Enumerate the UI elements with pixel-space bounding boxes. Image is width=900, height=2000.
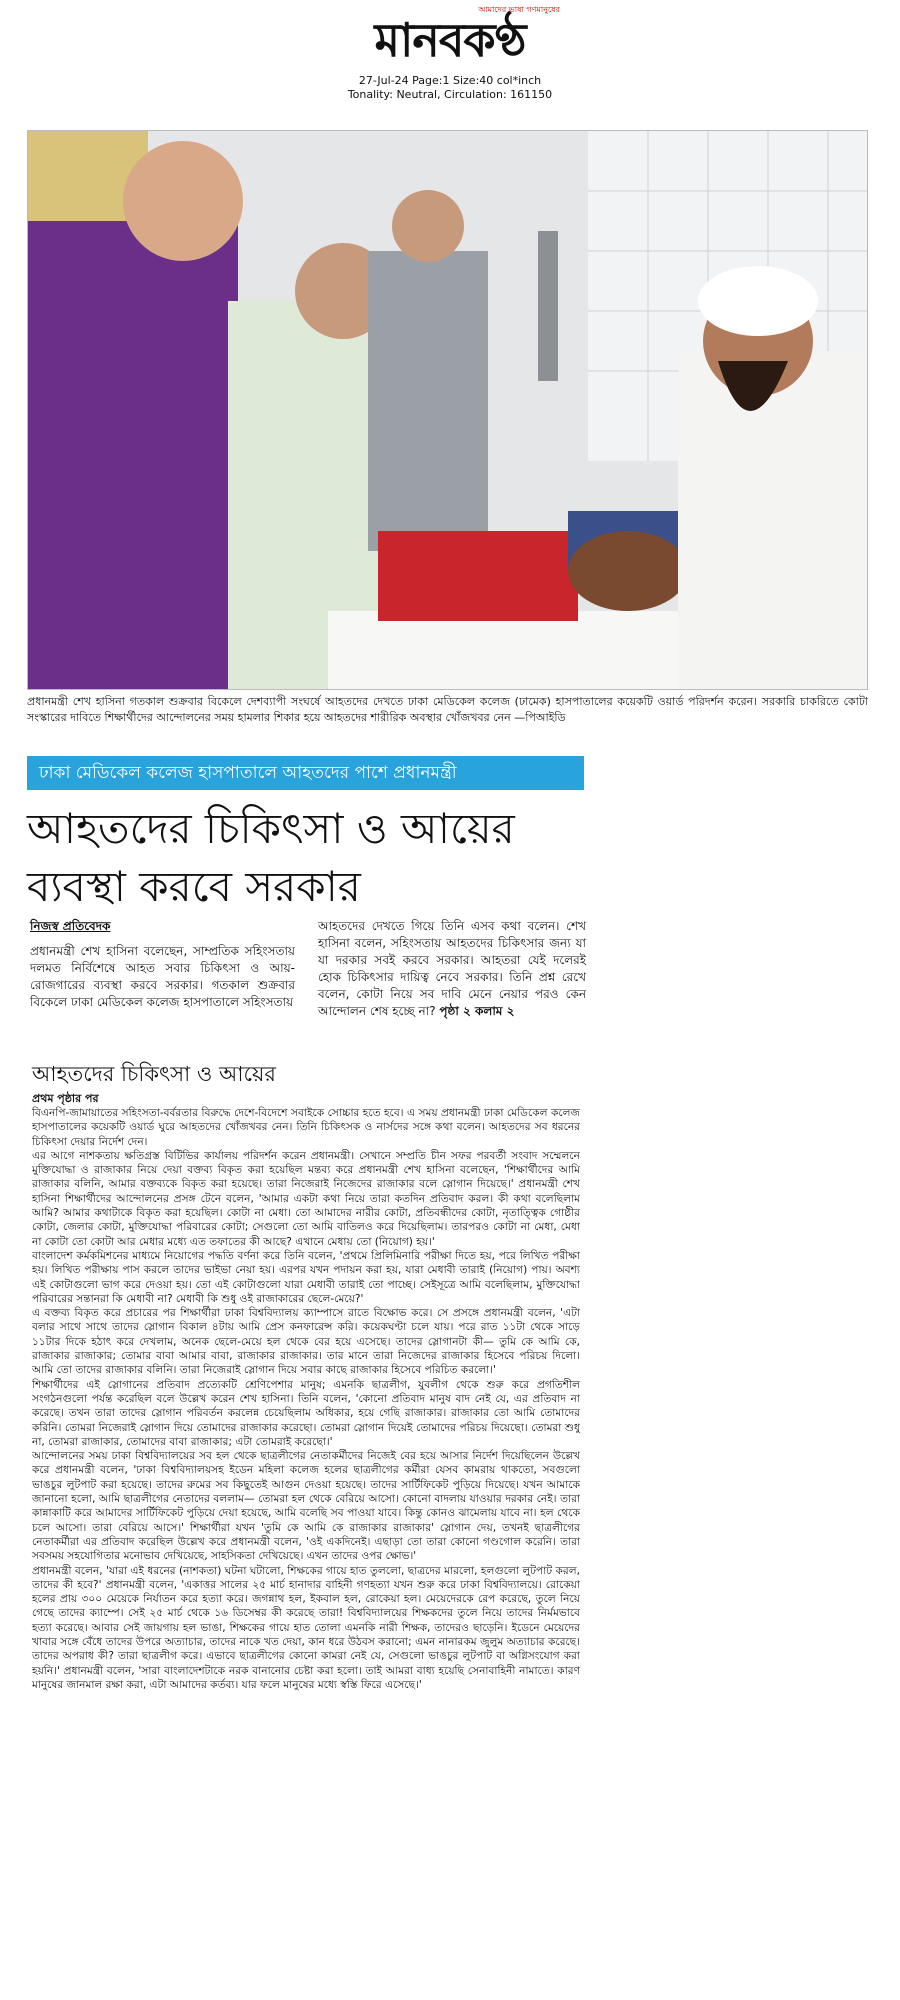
body-paragraph: প্রধানমন্ত্রী বলেন, 'যারা এই ধরনের (নাশকতা) ঘটনা ঘটালো, শিক্ষকের গায়ে হাত তুললো, ছাত্রদের মারলো, হলগুলো লুটপাট করল, তাদের কী হবে?' প্রধানমন্ত্রী বলেন, 'একাত্তর সালের ২৫ মার্চ হানাদার বাহিনী গণহত্যা যখন শুরু করে ঢাকা বিশ্ববিদ্যালয়ে। রোকেয়া হলের প্রায় ৩০০ মেয়েকে নির্যাতন করে হত্যা করে। জগন্নাথ হল, ইকবাল হল, রোকেয়া হল। মেয়েদেরকে রেপ করেছে, তুলে নিয়ে গেছে তাদের ক্যাম্পে। সেই ২৫ মার্চ থেকে ১৬ ডিসেম্বর কী করেছে তারা! বিশ্ববিদ্যালয়ের শিক্ষকদের তুলে নিয়ে তাদের নির্মমভাবে হত্যা করেছে। আবার সেই জায়গায় হল ভাঙা, শিক্ষকের গায়ে হাত তোলা এমনকি নারী শিক্ষক, তাদেরও ছাড়েনি। ইডেনে মেয়েদের খাবার সঙ্গে বেঁধে তাদের উপরে অত্যাচার, তাদের নাকে খত দেয়া, কান ধরে উঠবস করানো; এমন নানারকম জুলুম অত্যাচার করেছে। তাদের অপরাধ কী? তারা ছাত্রলীগ করে। এভাবে ছাত্রলীগের কোনো কামরা নেই যে, সেগুলো ভাঙচুর লুটপাট বা অগ্নিসংযোগ করা হয়নি।' প্রধানমন্ত্রী বলেন, 'সারা বাংলাদেশটাকে নরক বানানোর চেষ্টা করা হলো। তাই আমরা বাধ্য হয়েছি সেনাবাহিনী নামাতে। কারণ মানুষের জানমাল রক্ষা করা, এটা আমাদের কর্তব্য। যার ফলে মানুষের মধ্যে স্বস্তি ফিরে এসেছে।'	[32, 1564, 580, 1691]
body-paragraph: আন্দোলনের সময় ঢাকা বিশ্ববিদ্যালয়ের সব হল থেকে ছাত্রলীগের নেতাকর্মীদের নিজেই বের হয়ে আসার নির্দেশ দিয়েছিলেন উল্লেখ করে প্রধানমন্ত্রী বলেন, 'ঢাকা বিশ্ববিদ্যালয়সহ ইডেন মহিলা কলেজ হলের ছাত্রলীগের কর্মীরা যেসব কামরায় থাকতো, সবগুলো ভাঙচুর লুটপাট করা হয়েছে। তাদের রুমের সব কিছুতেই আগুন দেওয়া হয়েছে। তাদের সার্টিফিকেট পুড়িয়ে দিয়েছে। যখন আমাকে জানানো হলো, আমি ছাত্রলীগের নেতাদের বললাম— তোমরা হল থেকে বেরিয়ে আসো। কোনো বাদলায় যাওয়ার দরকার নেই। তারা কান্নাকাটি করে আমাদের সার্টিফিকেট পুড়িয়ে দেয়া হয়েছে, আমি বলেছি সব পাওয়া যাবে। কিন্তু কোনও ঝামেলায় যাবে না। হল থেকে চলে আসো। তারা বেরিয়ে আসে।' শিক্ষার্থীরা যখন 'তুমি কে আমি কে রাজাকার রাজাকার' স্লোগান দেয়, তখনই ছাত্রলীগের নেতাকর্মীরা এর প্রতিবাদ করেছিল উল্লেখ করে প্রধানমন্ত্রী বলেন, 'ওই একদিনেই। এছাড়া তো তারা কোনো গণ্ডগোল করেনি। তারা সবসময় সহযোগিতার মনোভাব দেখিয়েছে, সাহসিকতা দেখিয়েছে। এখন তাদের ওপর ক্ষোভ।'	[32, 1450, 580, 1563]
body-paragraph: বাংলাদেশ কর্মকমিশনের মাধ্যমে নিয়োগের পদ্ধতি বর্ণনা করে তিনি বলেন, 'প্রথমে প্রিলিমিনারি পরীক্ষা দিতে হয়, পরে লিখিত পরীক্ষা হয়। লিখিত পরীক্ষায় পাস করলে তাদের ভাইভা নেয়া হয়। এরপর যখন পদায়ন করা হয়, যারা মেধাবী তারাই (নিয়োগ) পায়। অবশ্য এই কোটাগুলো ভাগ করে দেওয়া হয়। তো এই কোটাগুলো যারা মেধাবী তারাই তো পাচ্ছে। সেইসূত্রে আমি বলেছিলাম, মুক্তিযোদ্ধা পরিবারের সন্তানরা কি মেধাবী না? মেধাবী কি শুধু ওই রাজাকারের ছেলে-মেয়ে?'	[32, 1249, 580, 1305]
meta-line-1: 27-Jul-24 Page:1 Size:40 col*inch	[358, 74, 542, 87]
masthead	[300, 4, 600, 74]
body-paragraph: শিক্ষার্থীদের এই স্লোগানের প্রতিবাদ প্রত্যেকটি শ্রেণিপেশার মানুষ; এমনকি ছাত্রলীগ, যুবলীগ থেকে শুরু করে প্রগতিশীল সংগঠনগুলো পর্যন্ত করেছিল বলে উল্লেখ করেন শেখ হাসিনা। তিনি বলেন, 'কোনো প্রতিবাদ মানুষ বাদ নেই যে, এর প্রতিবাদ না করেছে। তখন তারা তাদের স্লোগান পরিবর্তন করলেন্ন চেয়েছিলাম অধিকার, হয়ে গেছি রাজাকার। রাজাকার তো আমি তোমাদের করিনি। তোমরা নিজেরাই স্লোগান দিয়ে তোমাদের রাজাকার করেছো। তোমরা স্লোগান দিয়েই তোমাদের পরিচয় দিয়েছো। তোমরা শুধু না, তোমরা রাজাকার, তোমাদের বাবা রাজাকার; এটা তোমরাই করেছো।'	[32, 1378, 580, 1448]
article-body	[32, 1106, 580, 1692]
byline: নিজস্ব প্রতিবেদক	[30, 919, 111, 933]
lead-column-1	[30, 918, 295, 1011]
lead-text-1: প্রধানমন্ত্রী শেখ হাসিনা বলেছেন, সাম্প্রতিক সহিংসতায় দলমত নির্বিশেষে আহত সবার চিকিৎসা ও আয়-রোজগারের ব্যবস্থা করবে সরকার। গতকাল শুক্রবার বিকেলে ঢাকা মেডিকেল কলেজ হাসপাতালে সহিংসতায়	[30, 944, 295, 1009]
photo-caption: প্রধানমন্ত্রী শেখ হাসিনা গতকাল শুক্রবার বিকেলে দেশব্যাপী সংঘর্ষে আহতদের দেখতে ঢাকা মেডিকেল কলেজ (ঢামেক) হাসপাতালের কয়েকটি ওয়ার্ড পরিদর্শন করেন। সরকারি চাকরিতে কোটা সংস্কারের দাবিতে শিক্ষার্থীদের আন্দোলনের সময় হামলার শিকার হয়ে আহতদের শারীরিক অবস্থার খোঁজখবর নেন —পিআইডি	[27, 695, 868, 724]
body-paragraph: এ বক্তব্য বিকৃত করে প্রচারের পর শিক্ষার্থীরা ঢাকা বিশ্ববিদ্যালয় ক্যাম্পাসে রাতে বিক্ষোভ করে। সে প্রসঙ্গে প্রধানমন্ত্রী বলেন, 'এটা বলার সাথে সাথে তাদের স্লোগান বিকাল ৪টায় আমি প্রেস কনফারেন্স করি। কয়েকঘণ্টা চলে যায়। পরে রাত ১১টা থেকে সাড়ে ১১টার দিকে হঠাৎ করে দেখলাম, অনেক ছেলে-মেয়ে হল থেকে বের হয়ে এসেছে। তাদের স্লোগানটা কী— তুমি কে আমি কে, রাজাকার রাজাকার; তোমার বাবা আমার বাবা, রাজাকার রাজাকার। তার মানে তারা নিজেদের রাজাকার হিসেবে পরিচয় দিলো। আমি তো তাদের রাজাকার বলিনি। তারা নিজেরাই স্লোগান দিয়ে সবার কাছে রাজাকার হিসেবে পরিচিত করলো।'	[32, 1307, 580, 1377]
continuation-title: আহতদের চিকিৎসা ও আয়ের	[32, 1062, 276, 1086]
headline	[27, 800, 587, 916]
masthead-tagline: আমাদের ভাষা গণমানুষের	[478, 5, 560, 14]
newspaper-logo: মানবকণ্ঠ	[374, 13, 526, 67]
news-photo	[27, 130, 868, 690]
meta-line-2: Tonality: Neutral, Circulation: 161150	[347, 88, 553, 101]
kicker-banner: ঢাকা মেডিকেল কলেজ হাসপাতালে আহতদের পাশে প্রধানমন্ত্রী	[27, 756, 584, 790]
hospital-visit-photo-icon	[28, 131, 868, 690]
body-paragraph: বিএনপি-জামায়াতের সহিংসতা-বর্বরতার বিরুদ্ধে দেশে-বিদেশে সবাইকে সোচ্চার হতে হবে। এ সময় প্রধানমন্ত্রী ঢাকা মেডিকেল কলেজ হাসপাতালের কয়েকটি ওয়ার্ড ঘুরে আহতদের খোঁজখবর নেন। তিনি চিকিৎসক ও নার্সদের সঙ্গে কথা বলেন। আহতদের সব ধরনের চিকিৎসা দেয়ার নির্দেশ দেন।	[32, 1107, 580, 1148]
lead-text-2: আহতদের দেখতে গিয়ে তিনি এসব কথা বলেন। শেখ হাসিনা বলেন, সহিংসতায় আহতদের চিকিৎসার জন্য যা যা দরকার সবই করবে সরকার। আহতরা যেই দলেরই হোক চিকিৎসার দায়িত্ব নেবে সরকার। তিনি প্রশ্ন রেখে বলেন, কোটা নিয়ে সব দাবি মেনে নেয়ার পরও কেন আন্দোলন শেষ হচ্ছে না?	[318, 919, 586, 1018]
continuation-subtitle: প্রথম পৃষ্ঠার পর	[32, 1092, 99, 1105]
headline-line-1: আহতদের চিকিৎসা ও আয়ের	[27, 804, 515, 853]
clipping-meta	[300, 74, 600, 102]
lead-column-2	[318, 918, 586, 1020]
headline-line-2: ব্যবস্থা করবে সরকার	[27, 862, 361, 911]
continue-note: পৃষ্ঠা ২ কলাম ২	[439, 1004, 515, 1018]
body-paragraph: এর আগে নাশকতায় ক্ষতিগ্রস্ত বিটিভির কার্যালয় পরিদর্শন করেন প্রধানমন্ত্রী। সেখানে সম্প্রতি চীন সফর পরবর্তী সংবাদ সম্মেলনে মুক্তিযোদ্ধা ও রাজাকার নিয়ে দেয়া বক্তব্য বিকৃত করা হয়েছিল মন্তব্য করে প্রধানমন্ত্রী শেখ হাসিনা বলেছেন, 'শিক্ষার্থীদের আমি রাজাকার বলিনি, আমার বক্তব্যকে বিকৃত করা হয়েছে। তারা নিজেরাই নিজেদের রাজাকার বলে স্লোগান দিয়েছে।' প্রধানমন্ত্রী শেখ হাসিনা শিক্ষার্থীদের আন্দোলনের প্রসঙ্গ টেনে বলেন, 'আমার একটা কথা নিয়ে তারা কতদিন প্রতিবাদ করল। কী কথা বলেছিলাম আমি? আমার কথাটাকে বিকৃত করা হয়েছিল। কোটা না মেধা। তো আমাদের নারীর কোটা, প্রতিবন্ধীদের কোটা, নৃতাত্ত্বিক গোষ্ঠীর কোটা, জেলার কোটা, মুক্তিযোদ্ধা পরিবারের কোটা; সেগুলো তো আমি বাতিলও করে দিয়েছিলাম। তারপরও কোটা না মেধা, মেধা না কোটা তো কোটা আর মেধার মধ্যে এত তফাতের কী আছে? এখানে মেধায় তো (নিয়োগ) হয়।'	[32, 1149, 580, 1248]
